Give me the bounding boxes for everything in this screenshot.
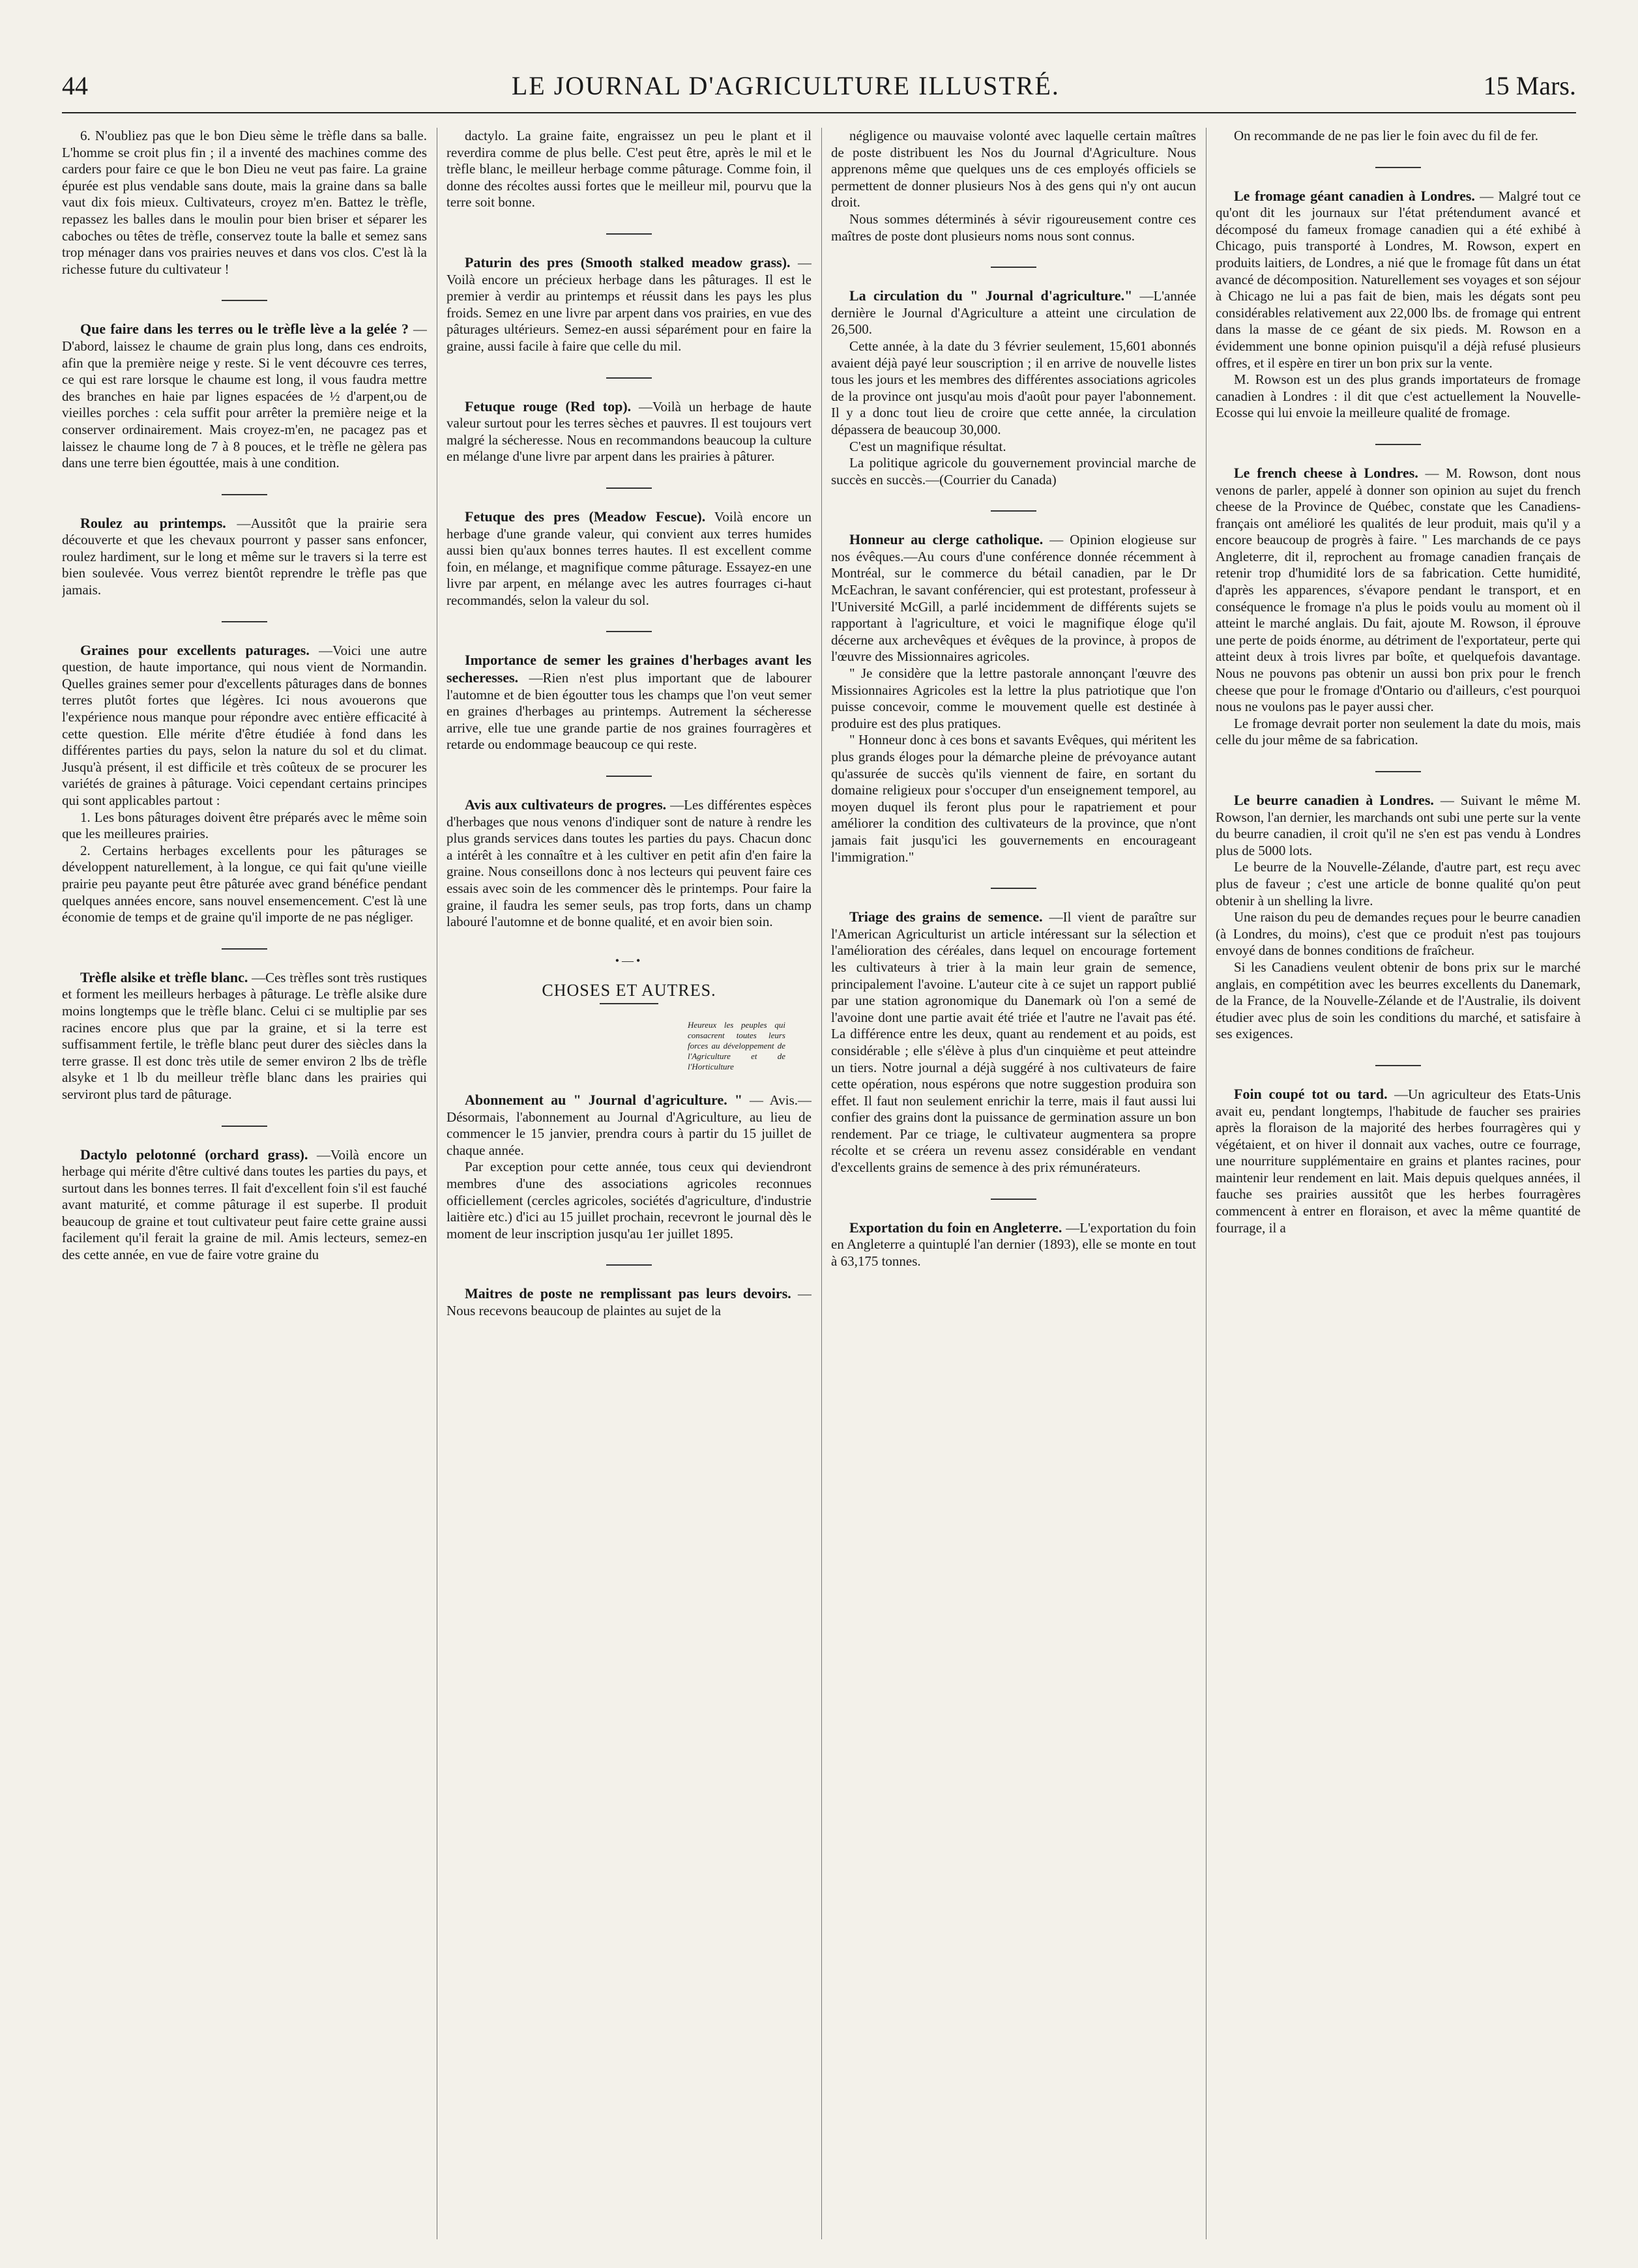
article-paragraph-lead: [62, 321, 427, 471]
article-paragraph: [831, 439, 1196, 456]
article-paragraph-lead: [831, 909, 1196, 1176]
article-text: —Ces trèfles sont très rustiques et forment les meilleurs herbages à pâturage. Le trèfle alsike dure moins longtemps que le trèfle blanc. Celui ci se multiplie par ses racines encore plus que par la graine, et si la terre est suffisamment fertile, le trèfle blanc peut durer des siècles dans la terre grasse. Il est donc très utile de semer environ 2 lbs de trèfle alsyke et 1 lb du meilleur trèfle blanc dans les prairies qui serviront plus tard de pâturage.: [62, 969, 427, 1102]
article-text: — Nous recevons beaucoup de plaintes au sujet de la: [446, 1286, 812, 1318]
article-headline: Foin coupé tot ou tard.: [1234, 1085, 1388, 1102]
article-text: — Suivant le même M. Rowson, l'an dernier, les marchands ont subi une perte sur la vente du beurre canadien, il croit qu'il ne s'en est pas vendu à Londres plus de 5000 lots.: [1216, 792, 1581, 858]
article-paragraph-lead: [446, 398, 812, 465]
article-text: —Rien n'est plus important que de labourer l'automne et de bien égoutter tous les champs que l'on veut semer en graines d'herbages au printemps. Autrement la sécheresse arrive, elle tue une grande partie de nos graines fourragères et retarde ou endommage beaucoup ce qui reste.: [446, 670, 812, 753]
article-separator: [1375, 167, 1421, 168]
article-text: —Il vient de paraître sur l'American Agriculturist un article intéressant sur la sélection et l'amélioration des céréales, dans lequel on encourage fortement les cultivateurs à trier à la main leur grain de semence, principalement l'avoine. L'auteur cite à ce sujet un rapport publié par une station agronomique du Danemark où l'on a semé de l'avoine dont une partie avait été triée et l'autre ne l'avait pas été. La différence entre les deux, quant au rendement et au poids, est considérable ; elle s'élève à plus d'un cinquième et peut atteindre un tiers. Notre journal a déjà suggéré à nos cultivateurs de faire cette opération, nous espérons que notre suggestion produira son effet. Il faut non seulement enrichir la terre, mais il faut aussi lui confier des grains dont la puissance de germination assure un bon rendement. Par ce triage, le cultivateur augmentera sa propre récolte et se créera un revenu assez considérable en vendant d'excellents grains de semence à des prix rémunérateurs.: [831, 909, 1196, 1176]
article: [62, 321, 427, 471]
epigraph: Heureux les peuples qui consacrent toutes leurs forces au développement de l'Agriculture et de l'Horticulture: [688, 1019, 785, 1071]
article-headline: Le french cheese à Londres.: [1234, 464, 1418, 481]
section-title: CHOSES ET AUTRES.: [542, 981, 716, 1000]
article-headline: Fetuque rouge (Red top).: [465, 398, 632, 414]
column-4: [1216, 128, 1581, 2239]
article-text: —D'abord, laissez le chaume de grain plus long, dans ces endroits, afin que la première neige y reste. Si le vent découvre ces terres, ce qui est rare lorsque le chaume est long, il vous faudra mettre des branches en haie par lignes espacées de ½ d'arpent,ou de vieilles porches : cela suffit pour arrêter la première neige et la conserver ordinairement. Mais croyez-m'en, ne pacagez pas et laissez le chaume long de 7 à 8 pouces, et le trèfle ne gèlera pas dans une terre bien égouttée, mais à une condition.: [62, 321, 427, 471]
article-paragraph: [831, 665, 1196, 732]
article-paragraph: [62, 809, 427, 843]
article-paragraph: [1216, 371, 1581, 422]
article-text: —Voilà un herbage de haute valeur surtout pour les terres sèches et pauvres. Il est toujours vert malgré la sécheresse. Nous en recommandons beaucoup la culture en mélange d'une livre par arpent dans les prairies à pâturer.: [446, 398, 812, 465]
article-headline: Trèfle alsike et trèfle blanc.: [80, 968, 248, 985]
article-text: — Opinion elogieuse sur nos évêques.—Au cours d'une conférence donnée récemment à Montréal, sur le commerce du bétail canadien, par le Dr McEachran, le savant conférencier, qui est protestant, professeur à l'Université McGill, a parlé incidemment de différents sujets se rapportant à l'agriculture, et voici le magnifique éloge qu'il décerne aux archevêques et évêques de la province, à propos de l'œuvre des Missionnaires agricoles.: [831, 532, 1196, 665]
article: [62, 1146, 427, 1264]
article: [831, 128, 1196, 244]
article: [446, 254, 812, 355]
article-headline: Roulez au printemps.: [80, 514, 226, 531]
article-paragraph-lead: [62, 1146, 427, 1264]
article-paragraph-lead: [831, 287, 1196, 338]
article: [62, 642, 427, 926]
section-ornament: •—•: [615, 953, 643, 967]
article-separator: [222, 300, 267, 301]
article-paragraph: [831, 455, 1196, 488]
article: [446, 1092, 812, 1242]
article: [1216, 465, 1581, 749]
article-headline: Honneur au clerge catholique.: [849, 531, 1044, 548]
article-text: Le beurre de la Nouvelle-Zélande, d'autre part, est reçu avec plus de faveur ; c'est une article de bonne qualité qu'on peut obtenir à un shelling la livre.: [1216, 859, 1581, 909]
article-text: 2. Certains herbages excellents pour les pâturages se développent naturellement, à la longue, ce qui fait qu'une vieille prairie peu payante peut être pâturée avec grand bénéfice pendant quelques années encore, sans nouvel ensemencement. C'est là une économie de temps et de graine qu'il importe de ne pas négliger.: [62, 842, 427, 925]
article-text: " Honneur donc à ces bons et savants Evêques, qui méritent les plus grands éloges pour la démarche pleine de prévoyance autant qu'assurée de succès qu'ils viennent de faire, en sortant du domaine religieux pour s'occuper d'un enseignement temporel, au moyen duquel ils feront plus pour le rapatriement et pour améliorer la condition des cultivateurs de la province, que n'ont jamais fait jusqu'ici les gouvernements en encourageant l'immigration.": [831, 732, 1196, 865]
article-text: —L'exportation du foin en Angleterre a quintuplé l'an dernier (1893), elle se monte en tout à 63,175 tonnes.: [831, 1219, 1196, 1269]
article-separator: [606, 377, 652, 379]
article-paragraph-lead: [1216, 188, 1581, 372]
article-text: On recommande de ne pas lier le foin avec du fil de fer.: [1234, 128, 1539, 143]
header-rule: [62, 112, 1576, 113]
page-header: [62, 70, 1576, 109]
article: [62, 515, 427, 599]
article-paragraph-lead: [1216, 1086, 1581, 1236]
article-paragraph-lead: [446, 652, 812, 753]
article-text: Si les Canadiens veulent obtenir de bons prix sur le marché anglais, en compétition avec les beurres excellents du Danemark, de la France, de la Nouvelle-Zélande et de l'Australie, ils doivent étudier avec plus de soin les conditions du marché, et satisfaire à ses exigences.: [1216, 959, 1581, 1042]
article-headline: Importance de semer les graines d'herbages avant les secheresses.: [446, 652, 812, 686]
article-text: — M. Rowson, dont nous venons de parler, appelé à donner son opinion au sujet du french cheese de la Province de Québec, constate que les Canadiens-français ont amélioré les qualités de leur produit, mais qu'il y a encore beaucoup de progrès à faire. " Les marchands de ce pays Angleterre, dit il, reprochent au fromage canadien français de retenir trop d'humidité lors de sa fabrication. Cette humidité, d'après les apparences, s'évapore pendant le transport, et en conséquence le fromage n'a plus le poids voulu au moment où il atteint le marché anglais. Du fait, ajoute M. Rowson, il éprouve une perte de poids énorme, au détriment de l'exportateur, perte qui atteint deux à trois livres par boîte, et quelquefois davantage. Nous ne pouvons pas obtenir un aussi bon prix pour le french cheese que pour le fromage d'Ontario ou d'ailleurs, c'est pourquoi nous ne voulons pas le payer aussi cher.: [1216, 465, 1581, 715]
issue-date: 15 Mars.: [1483, 71, 1576, 100]
column-2-top: [446, 128, 812, 931]
article-paragraph-lead: [446, 1092, 812, 1159]
article-text: —Voilà encore un précieux herbage dans les pâturages. Il est le premier à verdir au printemps et réussit dans les pays les plus froids. Semez en une livre par arpent dans vos prairies, en vue des pâturages ultérieurs. Semez-en aussi séparément pour en faire la graine, aussi facile à faire que celle du mil.: [446, 254, 812, 354]
article: [1216, 128, 1581, 145]
article-paragraph-lead: [62, 969, 427, 1103]
article-separator: [606, 487, 652, 489]
article-headline: Paturin des pres (Smooth stalked meadow grass).: [465, 254, 791, 270]
column-divider: [1206, 128, 1207, 2239]
article-text: —Un agriculteur des Etats-Unis avait eu, pendant longtemps, l'habitude de faucher ses prairies après la floraison de la majorité des herbes fourragères qui y végétaient, et on hiver il donnait aux vaches, outre ce fourrage, une nourriture supplémentaire en grains et plantes racines, pour maintenir leur rendement en lait. Mais depuis quelques années, il fauche ses prairies aussitôt que les herbes fourragères commencent à entrer en floraison, et avec la même quantité de fourrage, il a: [1216, 1086, 1581, 1236]
article-text: —Voici une autre question, de haute importance, qui nous vient de Normandin. Quelles graines semer pour d'excellents pâturages dans de bonnes terres plutôt fortes que légères. Ici nous avouerons que l'expérience nous manque pour répondre avec entière efficacité à cette question. Elle mérite d'être étudiée à fond dans les différentes parties du pays, selon la nature du sol et du climat. Jusqu'à présent, il est difficile et très coûteux de se procurer les variétés de graines à pâturage. Voici cependant certains principes qui sont applicables partout :: [62, 642, 427, 808]
article-text: " Je considère que la lettre pastorale annonçant l'œuvre des Missionnaires Agricoles est la lettre la plus patriotique que l'on puisse concevoir, comme le mouvement quelle est destinée à produire est des plus pratiques.: [831, 665, 1196, 731]
article-text: —Aussitôt que la prairie sera découverte et que les chevaux pourront y passer sans enfoncer, roulez hardiment, sur le long et même sur le travers si la terre est bien soulevée. Vous verrez bientôt reprendre le trèfle pas que jamais.: [62, 515, 427, 598]
article: [831, 531, 1196, 865]
article-separator: [222, 621, 267, 622]
article: [446, 508, 812, 609]
article-separator: [991, 267, 1036, 268]
article-text: La politique agricole du gouvernement provincial marche de succès en succès.—(Courrier du Canada): [831, 455, 1196, 487]
article: [1216, 1086, 1581, 1236]
article-paragraph-lead: [1216, 465, 1581, 716]
column-3: [831, 128, 1196, 2239]
article-separator: [1375, 444, 1421, 445]
section-rule: [600, 1003, 658, 1004]
article: [62, 969, 427, 1103]
article-paragraph-lead: [831, 128, 1196, 211]
article-text: M. Rowson est un des plus grands importateurs de fromage canadien à Londres : il dit que c'est actuellement la Nouvelle-Ecosse qui lui envoie la meilleure qualité de fromage.: [1216, 371, 1581, 421]
article-paragraph-lead: [1216, 792, 1581, 859]
article-text: Voilà encore un herbage d'une grande valeur, qui convient aux terres humides aussi bien qu'aux bonnes terres hautes. Il est excellent comme foin, en mélange, et magnifique comme pâturage. Essayez-en une livre par arpent, en mélange avec les autres fourrages ci-haut recommandés, selon la valeur du sol.: [446, 508, 812, 608]
article-paragraph-lead: [831, 531, 1196, 665]
article-paragraph-lead: [1216, 128, 1581, 145]
column-2: [446, 128, 812, 2239]
article-paragraph-lead: [446, 128, 812, 211]
page-number: 44: [62, 71, 88, 100]
article-text: Le fromage devrait porter non seulement la date du mois, mais celle du jour même de sa fabrication.: [1216, 715, 1581, 748]
article-separator: [606, 631, 652, 632]
article: [446, 652, 812, 753]
article-text: Une raison du peu de demandes reçues pour le beurre canadien (à Londres, du moins), c'est que ce produit n'est pas toujours envoyé dans de bonnes conditions de fraîcheur.: [1216, 909, 1581, 959]
article-text: Cette année, à la date du 3 février seulement, 15,601 abonnés avaient déjà payé leur souscription ; il en arrive de nouvelle listes tous les jours et les membres des différentes associations agricoles de la province ont jusqu'au mois d'août pour payer l'abonnement. Il y a donc tout lieu de croire que cette année, la circulation dépassera de beaucoup 30,000.: [831, 338, 1196, 437]
column-2-bottom: [446, 1092, 812, 1320]
article-text: 6. N'oubliez pas que le bon Dieu sème le trèfle dans sa balle. L'homme se croit plus fin ; il a inventé des machines comme des carders pour faire ce que le bon Dieu ne veut pas faire. La graine épurée est plus vendable sans doute, mais la graine dans sa balle vaut dix fois mieux. Cultivateurs, croyez m'en. Battez le trèfle, repassez les balles dans le moulin pour bien briser et séparer les caboches ou têtes de trèfle, conservez toute la balle et semez sans trop ménager dans vos prairies neuves et dans vos clos. C'est là la richesse future du cultivateur !: [62, 128, 427, 277]
columns: [62, 128, 1581, 2239]
article-headline: Le beurre canadien à Londres.: [1234, 792, 1434, 808]
article-paragraph: [62, 843, 427, 926]
article-text: — Malgré tout ce qu'ont dit les journaux sur l'état prétendument avancé et décomposé du fameux fromage canadien qui a été exhibé à Chicago, puis transporté à Londres, M. Rowson, expert en produits laitiers, de Londres, a nié que le fromage fût dans un état avancé de décomposition. Naturellement ses voyages et son séjour à Chicago ne lui a pas fait de bien, mais les dégats sont peu considérables relativement aux 22,000 lbs. de fromage qui entrent dans la masse de ce géant de six pieds. M. Rowson en a évidemment une bonne opinion puisqu'il a déjà refusé plusieurs offres, et il espère en tirer un bon prix sur la vente.: [1216, 188, 1581, 371]
article: [1216, 188, 1581, 422]
article: [831, 1219, 1196, 1270]
article-paragraph: [446, 1159, 812, 1242]
article-paragraph: [1216, 859, 1581, 909]
article-separator: [1375, 771, 1421, 772]
article-separator: [991, 510, 1036, 512]
article-separator: [222, 494, 267, 495]
article-separator: [606, 1264, 652, 1266]
article: [62, 128, 427, 278]
article-headline: Le fromage géant canadien à Londres.: [1234, 187, 1475, 204]
article-paragraph: [1216, 716, 1581, 749]
article: [446, 796, 812, 931]
article-paragraph-lead: [446, 508, 812, 609]
article-text: —Voilà encore un herbage qui mérite d'être cultivé dans toutes les parties du pays, et surtout dans les bonnes terres. Il fait d'excellent foin s'il est fauché avant maturité, et comme pâturage il est superbe. Il produit beaucoup de graine et tout cultivateur peut faire cette graine aussi facilement qu'il ferait la graine de mil. Amis lecteurs, semez-en des cette année, en vue de faire votre graine du: [62, 1146, 427, 1263]
article-paragraph-lead: [62, 515, 427, 599]
article-paragraph: [831, 732, 1196, 865]
article-headline: Avis aux cultivateurs de progres.: [465, 796, 667, 813]
article: [831, 909, 1196, 1176]
article-paragraph-lead: [446, 254, 812, 355]
article-paragraph-lead: [446, 796, 812, 931]
article-paragraph: [1216, 959, 1581, 1043]
column-1: [62, 128, 427, 2239]
article-headline: Dactylo pelotonné (orchard grass).: [80, 1146, 308, 1163]
article: [446, 1285, 812, 1319]
article-paragraph: [831, 211, 1196, 244]
article-paragraph-lead: [62, 642, 427, 809]
article-text: Par exception pour cette année, tous ceux qui deviendront membres d'une des associations agricoles reconnues officiellement (cercles agricoles, sociétés d'agriculture, d'industrie laitière etc.) d'ici au 15 juillet prochain, recevront le journal dès le moment de leur inscription jusqu'au 1er juillet 1895.: [446, 1159, 812, 1242]
article-paragraph-lead: [446, 1285, 812, 1319]
article-separator: [991, 1199, 1036, 1200]
article-headline: La circulation du " Journal d'agriculture.": [849, 287, 1133, 304]
article-separator: [222, 1126, 267, 1127]
article-headline: Abonnement au " Journal d'agriculture. ": [465, 1091, 743, 1108]
article-text: négligence ou mauvaise volonté avec laquelle certain maîtres de poste distribuent les Nos du Journal d'Agriculture. Nous apprenons même que quelques uns de ces employés officiels se permettent de donner plusieurs Nos à des gens qui n'y ont aucun droit.: [831, 128, 1196, 211]
article: [446, 398, 812, 465]
article-text: 1. Les bons pâturages doivent être préparés avec le même soin que les meilleures prairies.: [62, 809, 427, 842]
article-text: Nous sommes déterminés à sévir rigoureusement contre ces maîtres de poste dont plusieurs noms nous sont connus.: [831, 211, 1196, 244]
article-text: dactylo. La graine faite, engraissez un peu le plant et il reverdira comme de plus belle. C'est peut être, après le mil et le trèfle blanc, le meilleur herbage comme pâturage. Comme foin, il donne des récoltes aussi fortes que le meilleur mil, pourvu que la terre soit bonne.: [446, 128, 812, 211]
article: [446, 128, 812, 211]
article-separator: [222, 948, 267, 950]
article-separator: [991, 888, 1036, 889]
article-paragraph: [1216, 909, 1581, 959]
column-divider: [821, 128, 822, 2239]
article-separator: [606, 776, 652, 777]
article-separator: [1375, 1065, 1421, 1066]
article-headline: Triage des grains de semence.: [849, 909, 1043, 925]
article-headline: Exportation du foin en Angleterre.: [849, 1219, 1062, 1236]
article-headline: Maitres de poste ne remplissant pas leurs devoirs.: [465, 1285, 791, 1302]
article-text: —Les différentes espèces d'herbages que nous venons d'indiquer sont de nature à rendre les plus grands services dans toutes les parties du pays. Chacun donc a intérêt à les connaître et à les cultiver en petit afin d'en faire la graine. Nous conseillons donc à nos lecteurs qui peuvent faire ces essais avec soin de les commencer dès le printemps. Pour faire la graine, il faudra les semer seuls, pas trop forts, dans un champ labouré l'automne et de bonne qualité, et en avoir bien soin.: [446, 797, 812, 930]
journal-title: LE JOURNAL D'AGRICULTURE ILLUSTRÉ.: [511, 71, 1060, 100]
article-separator: [606, 233, 652, 235]
article-text: — Avis.— Désormais, l'abonnement au Journal d'Agriculture, au lieu de commencer le 15 janvier, prendra cours à partir du 15 juillet de chaque année.: [446, 1092, 812, 1158]
article-headline: Graines pour excellents paturages.: [80, 641, 310, 658]
article-text: —L'année dernière le Journal d'Agriculture a atteint une circulation de 26,500.: [831, 288, 1196, 338]
article-text: C'est un magnifique résultat.: [849, 438, 1006, 454]
article-paragraph-lead: [62, 128, 427, 278]
article: [831, 287, 1196, 488]
article-headline: Fetuque des pres (Meadow Fescue).: [465, 508, 706, 525]
article-paragraph-lead: [831, 1219, 1196, 1270]
article: [1216, 792, 1581, 1043]
article-headline: Que faire dans les terres ou le trèfle lève a la gelée ?: [80, 321, 409, 338]
article-paragraph: [831, 338, 1196, 439]
